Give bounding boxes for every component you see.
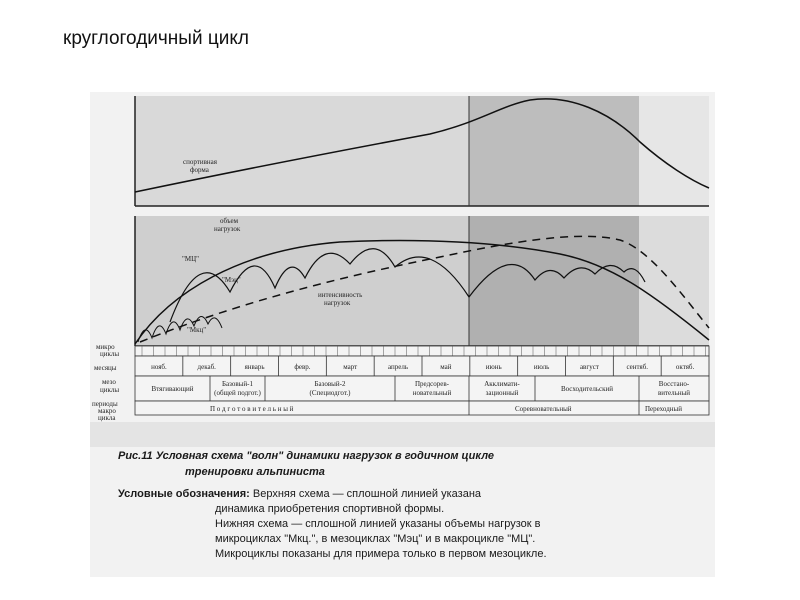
- mesocycle-subtitle: (общей подгот.): [214, 389, 261, 397]
- legend-line5: Микроциклы показаны для примера только в первом мезоцикле.: [215, 548, 547, 560]
- top-label-line1: спортивная: [183, 158, 217, 166]
- mesocycle-name: Восходительский: [560, 385, 614, 393]
- bottom-shade-left: [135, 216, 469, 346]
- month-cell: июль: [533, 363, 550, 371]
- legend-line3: Нижняя схема — сплошной линией указаны объемы нагрузок в: [215, 518, 541, 530]
- month-cell: май: [440, 363, 452, 371]
- mesocycle-name: Втягивающий: [151, 385, 194, 393]
- mesc-label: "Мэц": [222, 276, 241, 284]
- slide-title: круглогодичный цикл: [63, 28, 249, 49]
- month-cell: июнь: [485, 363, 502, 371]
- legend-heading: Условные обозначения:: [118, 488, 250, 500]
- month-cell: декаб.: [197, 363, 216, 371]
- bottom-shade-right: [639, 216, 709, 346]
- row-label-micro-2: циклы: [100, 350, 120, 358]
- row-label-periods-2: макро: [98, 407, 116, 415]
- mesocycle-subtitle: (Специодгот.): [309, 389, 351, 397]
- row-label-micro-1: микро: [96, 343, 115, 351]
- caption-title-line1: Рис.11 Условная схема "волн" динамики нагрузок в годичном цикле: [118, 450, 495, 462]
- mesocycle-name: Предсорев-: [415, 380, 449, 388]
- top-chart: [135, 96, 709, 206]
- row-label-periods-1: периоды: [92, 400, 118, 408]
- mesocycle-subtitle: зационный: [485, 389, 519, 397]
- month-cell: апрель: [388, 363, 409, 371]
- scanned-figure: [90, 92, 715, 577]
- row-label-months: месяцы: [94, 364, 117, 372]
- mesocycle-name: Базовый-1: [222, 380, 253, 388]
- period-preparatory: П о д г о т о в и т е л ь н ы й: [210, 405, 294, 413]
- month-cell: февр.: [294, 363, 311, 371]
- legend-line1-wrap: [118, 488, 695, 500]
- month-cell: январь: [244, 363, 265, 371]
- month-cell: сентяб.: [626, 363, 649, 371]
- month-cell: март: [343, 363, 358, 371]
- period-competitive: Соревновательный: [515, 405, 572, 413]
- mesocycle-name: Базовый-2: [314, 380, 346, 388]
- mc-label: "МЦ": [182, 255, 199, 263]
- row-label-periods-3: цикла: [98, 414, 116, 422]
- mesocycle-name: Восстано-: [658, 380, 690, 388]
- bottom-chart: [135, 216, 709, 346]
- mesocycle-subtitle: новательный: [412, 389, 452, 397]
- month-cell: нояб.: [151, 363, 167, 371]
- volume-label-line1: объем: [220, 217, 239, 225]
- mkc-label: "Мкц": [187, 326, 207, 334]
- period-transitional: Переходный: [645, 405, 682, 413]
- top-chart-shade-left: [135, 96, 469, 206]
- row-label-meso-1: мезо: [102, 378, 116, 386]
- legend-line4: микроциклах "Мкц.", в мезоциклах "Мэц" и в макроцикле "МЦ".: [215, 533, 536, 545]
- month-cell: октяб.: [675, 363, 695, 371]
- top-label-line2: форма: [190, 166, 209, 174]
- row-label-meso-2: циклы: [100, 386, 120, 394]
- intensity-label-line1: интенсивность: [318, 291, 363, 299]
- legend-line2: динамика приобретения спортивной формы.: [215, 503, 445, 515]
- bottom-shade-mid: [469, 216, 639, 346]
- mesocycle-subtitle: вительный: [657, 389, 691, 397]
- legend-line1: Верхняя схема — сплошной линией указана: [249, 488, 482, 500]
- cycle-table: [90, 343, 715, 447]
- month-cell: август: [579, 363, 599, 371]
- caption-title-line2: тренировки альпиниста: [185, 466, 325, 478]
- mesocycle-name: Акклимати-: [484, 380, 520, 388]
- intensity-label-line2: нагрузок: [324, 299, 351, 307]
- volume-label-line2: нагрузок: [214, 225, 241, 233]
